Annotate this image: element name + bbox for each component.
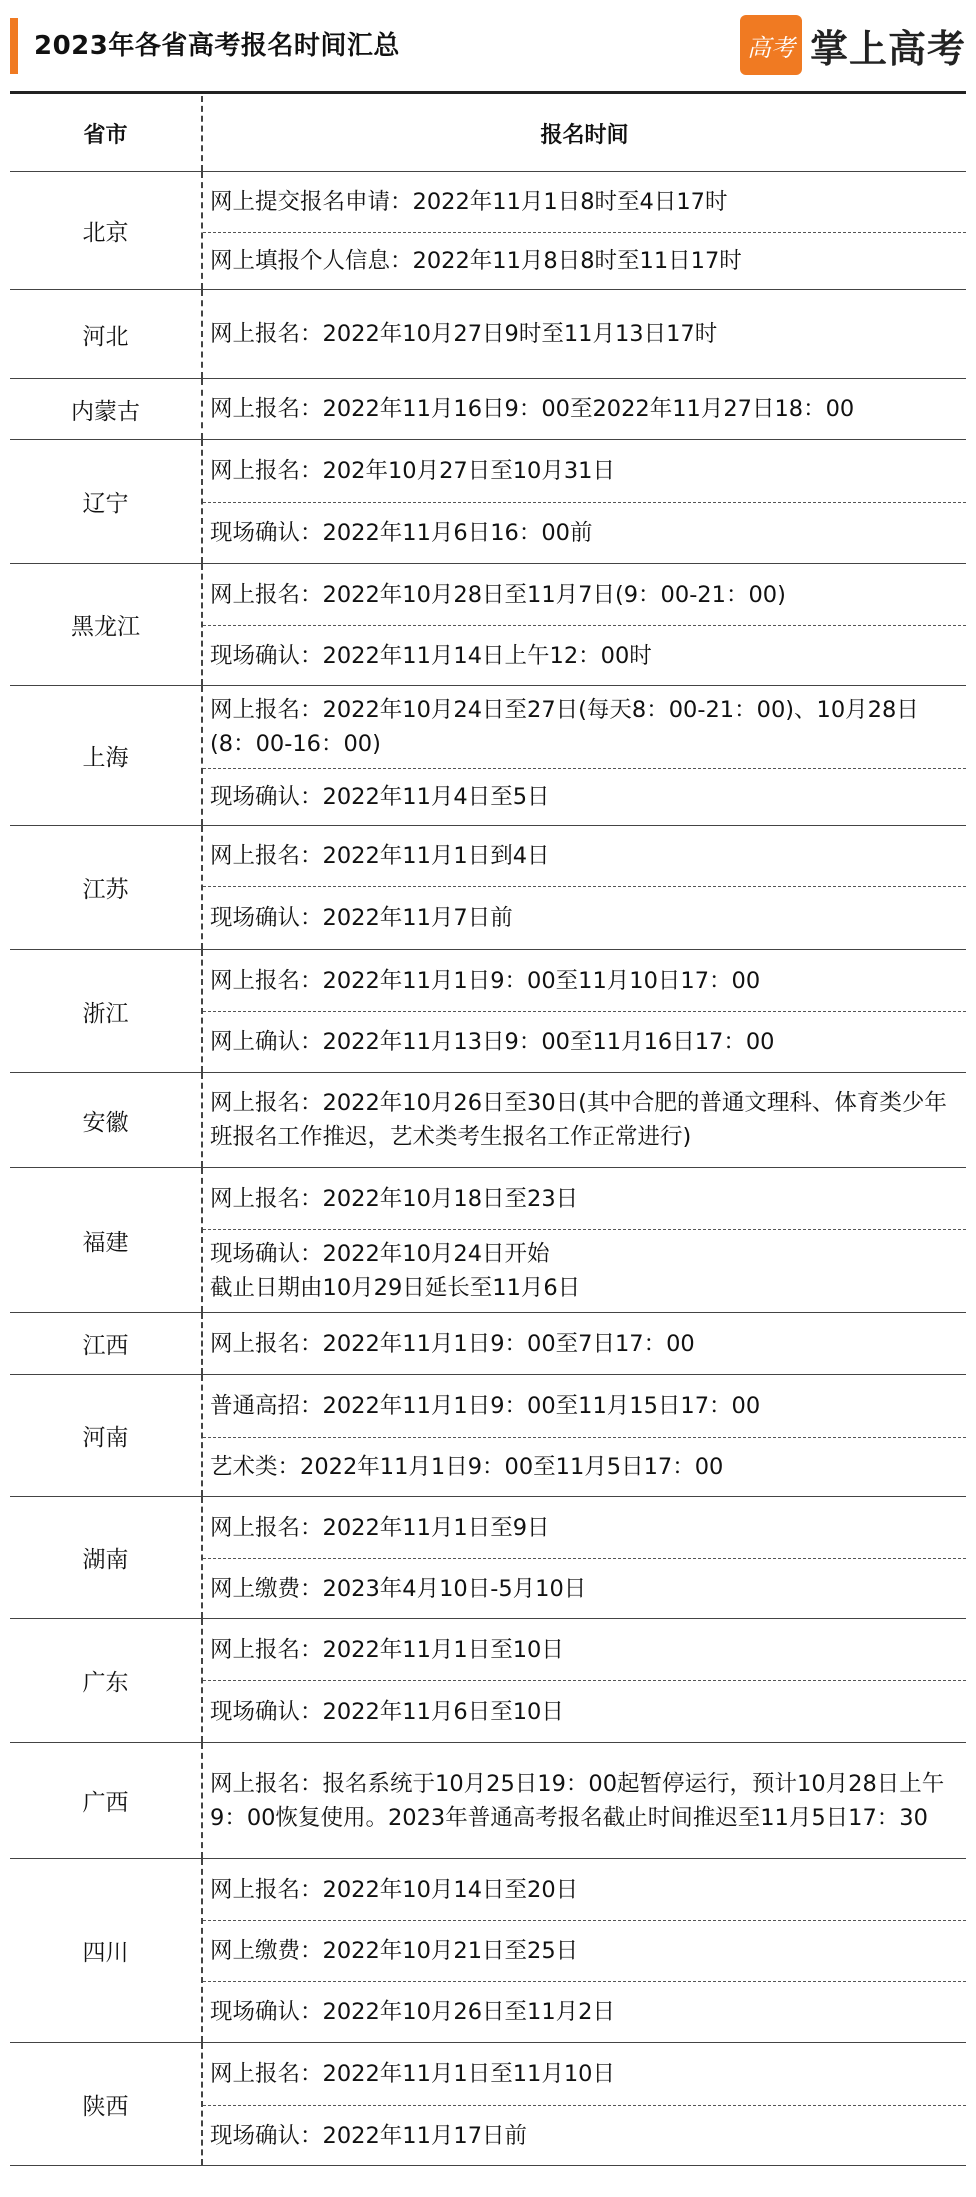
province-cell: 浙江: [10, 950, 203, 1072]
time-entry: [203, 2105, 966, 2165]
time-cell-group: [203, 290, 966, 378]
time-entry-text: 现场确认：2022年11月6日16：00前: [210, 520, 593, 546]
table-row: [10, 564, 966, 686]
table-row: [10, 440, 966, 564]
time-cell-group: [203, 826, 966, 949]
table-row: [10, 826, 966, 950]
table-header: [10, 96, 966, 172]
table-row: [10, 1313, 966, 1375]
time-cell-group: [203, 950, 966, 1072]
time-entry-text: 网上报名：2022年10月18日至23日: [210, 1185, 579, 1212]
column-header-time: 报名时间: [540, 123, 629, 148]
table-row: [10, 1743, 966, 1859]
table-body: [10, 172, 966, 2166]
time-entry: [203, 1229, 966, 1312]
time-cell-group: [203, 1168, 966, 1312]
time-entry: [203, 768, 966, 825]
province-cell: 福建: [10, 1168, 203, 1312]
province-cell: 四川: [10, 1859, 203, 2042]
time-entry-text: 现场确认：2022年11月4日至5日: [210, 784, 550, 810]
time-entry-text: 网上缴费：2022年10月21日至25日: [210, 1938, 579, 1964]
time-entry-text: 网上报名：2022年11月1日9：00至11月10日17：00: [210, 967, 761, 994]
time-entry: [203, 1680, 966, 1742]
time-entry: [203, 1437, 966, 1496]
time-entry-text: 网上填报个人信息：2022年11月8日8时至11日17时: [210, 248, 742, 274]
time-entry-text: 网上报名：2022年11月1日至11月10日: [210, 2061, 615, 2087]
time-entry-text: 现场确认：2022年11月17日前: [210, 2122, 528, 2149]
time-entry-text: 艺术类：2022年11月1日9：00至11月5日17：00: [210, 1454, 724, 1480]
time-entry-text: 网上报名：2022年10月27日9时至11月13日17时: [210, 321, 718, 347]
time-entry-text: 现场确认：2022年11月6日至10日: [210, 1698, 564, 1725]
time-entry: [203, 290, 966, 378]
table-row: [10, 172, 966, 290]
table-row: [10, 379, 966, 440]
time-cell-group: [203, 1313, 966, 1374]
time-entry-text: 普通高招：2022年11月1日9：00至11月15日17：00: [210, 1393, 761, 1419]
time-entry: [203, 625, 966, 685]
time-entry-text: 网上确认：2022年11月13日9：00至11月16日17：00: [210, 1029, 775, 1055]
logo: [740, 14, 966, 76]
table-row: [10, 950, 966, 1073]
table-row: [10, 1497, 966, 1619]
province-cell: 安徽: [10, 1073, 203, 1167]
time-cell-group: [203, 1497, 966, 1618]
time-cell-group: [203, 1619, 966, 1742]
province-cell: 广东: [10, 1619, 203, 1742]
time-entry-text: 网上报名：报名系统于10月25日19：00起暂停运行，预计10月28日上午9：00恢复使用。2023年普通高考报名截止时间推迟至11月5日17：30: [210, 1770, 945, 1831]
time-entry-text: 网上报名：2022年11月16日9：00至2022年11月27日18：00: [210, 396, 855, 422]
time-entry-text: 网上缴费：2023年4月10日-5月10日: [210, 1575, 587, 1602]
province-cell: 北京: [10, 172, 203, 289]
time-entry: [203, 1497, 966, 1558]
time-entry: [203, 1558, 966, 1618]
time-entry-text: 网上报名：2022年10月14日至20日: [210, 1876, 579, 1903]
time-entry: [203, 686, 966, 768]
time-entry-text: 网上报名：2022年11月1日至9日: [210, 1514, 550, 1541]
time-entry: [203, 1073, 966, 1167]
time-entry-text: 现场确认：2022年11月7日前: [210, 905, 513, 931]
registration-table: [10, 96, 966, 2166]
time-entry-text: 网上提交报名申请：2022年11月1日8时至4日17时: [210, 189, 728, 215]
province-cell: 江苏: [10, 826, 203, 949]
time-entry: [203, 1920, 966, 1981]
time-cell-group: [203, 1859, 966, 2042]
province-cell: 湖南: [10, 1497, 203, 1618]
time-entry-text: 现场确认：2022年11月14日上午12：00时: [210, 642, 652, 669]
province-cell: 河北: [10, 290, 203, 378]
time-entry: [203, 1375, 966, 1437]
table-row: [10, 290, 966, 379]
top-rule: [10, 91, 966, 94]
time-cell-group: [203, 1073, 966, 1167]
table-row: [10, 1375, 966, 1497]
time-cell-group: [203, 2043, 966, 2165]
time-entry: [203, 950, 966, 1011]
province-cell: 广西: [10, 1743, 203, 1858]
time-cell-group: [203, 1743, 966, 1858]
page-title: 2023年各省高考报名时间汇总: [34, 31, 400, 61]
time-entry: [203, 1619, 966, 1680]
table-row: [10, 1168, 966, 1313]
logo-mark-icon: 高考: [740, 15, 802, 75]
time-entry-text: 网上报名：2022年11月1日9：00至7日17：00: [210, 1330, 695, 1357]
time-entry: [203, 1313, 966, 1374]
time-entry-text: 网上报名：2022年11月1日至10日: [210, 1636, 564, 1663]
province-cell: 陕西: [10, 2043, 203, 2165]
province-cell: 上海: [10, 686, 203, 825]
logo-text: 掌上高考: [809, 26, 966, 71]
time-entry: [203, 564, 966, 625]
time-cell-group: [203, 379, 966, 439]
table-row: [10, 2043, 966, 2166]
province-cell: 内蒙古: [10, 379, 203, 439]
time-entry: [203, 1743, 966, 1858]
time-entry: [203, 1859, 966, 1920]
time-entry: [203, 232, 966, 289]
time-entry: [203, 886, 966, 949]
table-row: [10, 1073, 966, 1168]
table-row: [10, 1619, 966, 1743]
time-entry: [203, 172, 966, 232]
time-cell-group: [203, 1375, 966, 1496]
province-cell: 河南: [10, 1375, 203, 1496]
time-entry: [203, 379, 966, 439]
time-entry: [203, 502, 966, 563]
province-cell: 江西: [10, 1313, 203, 1374]
time-entry-text: 网上报名：2022年10月24日至27日(每天8：00-21：00)、10月28日(8：00-16：00): [210, 697, 919, 757]
time-cell-group: [203, 440, 966, 563]
time-entry-text: 网上报名：202年10月27日至10月31日: [210, 458, 615, 484]
column-header-province: 省市: [10, 96, 203, 171]
time-cell-group: [203, 172, 966, 289]
time-entry-text: 网上报名：2022年10月28日至11月7日(9：00-21：00): [210, 581, 786, 608]
header: [0, 0, 976, 92]
time-entry-text: 现场确认：2022年10月24日开始 截止日期由10月29日延长至11月6日: [210, 1241, 581, 1301]
time-entry-text: 现场确认：2022年10月26日至11月2日: [210, 1999, 615, 2025]
province-cell: 黑龙江: [10, 564, 203, 685]
province-cell: 辽宁: [10, 440, 203, 563]
table-row: [10, 1859, 966, 2043]
time-entry: [203, 826, 966, 886]
time-entry-text: 网上报名：2022年10月26日至30日(其中合肥的普通文理科、体育类少年班报名工作推迟，艺术类考生报名工作正常进行): [210, 1090, 947, 1150]
time-cell-group: [203, 564, 966, 685]
time-entry: [203, 1168, 966, 1229]
time-entry: [203, 440, 966, 502]
title-accent-bar: [10, 18, 18, 74]
time-entry: [203, 1981, 966, 2042]
time-cell-group: [203, 686, 966, 825]
time-entry-text: 网上报名：2022年11月1日到4日: [210, 843, 550, 869]
table-row: [10, 686, 966, 826]
time-entry: [203, 1011, 966, 1072]
time-entry: [203, 2043, 966, 2105]
